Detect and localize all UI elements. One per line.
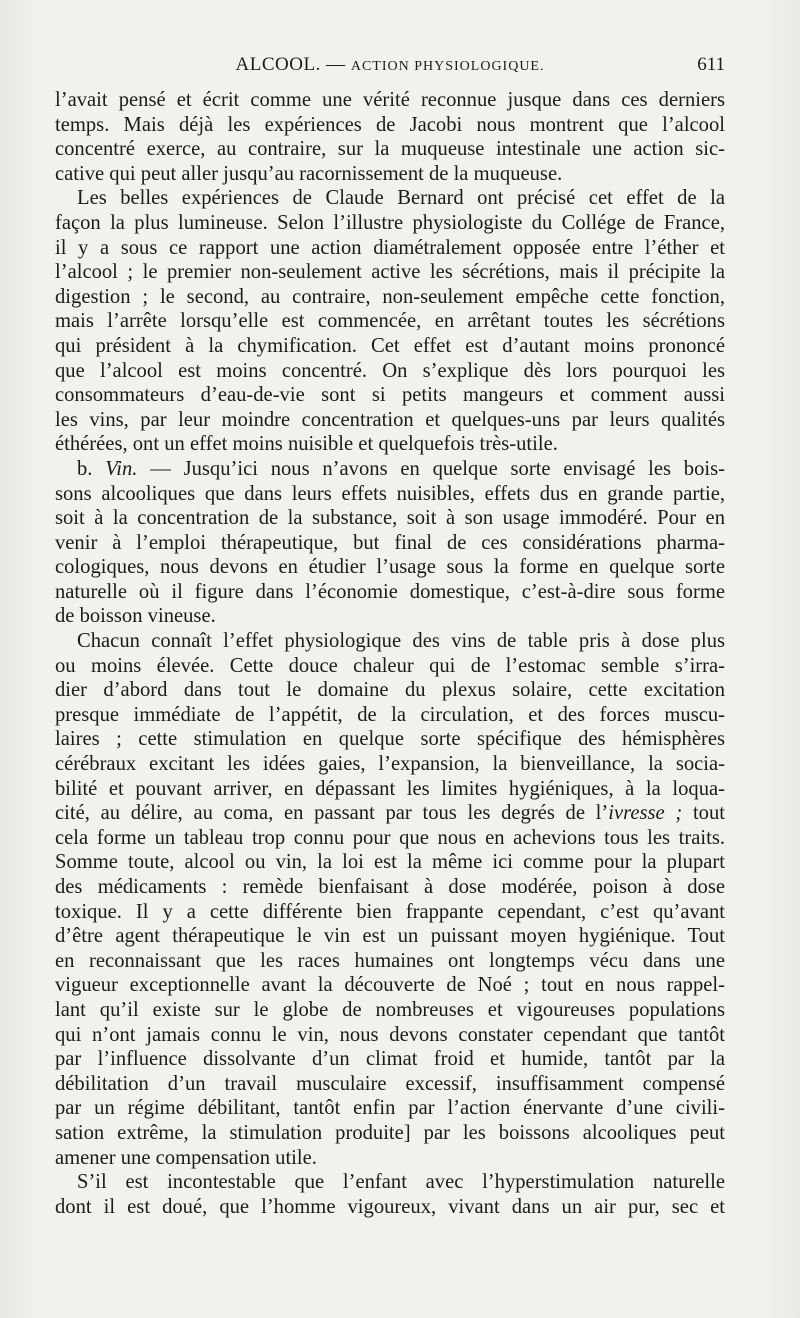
text-line: vigueur exceptionnelle avant la découverte de Noé ; tout en nous rappel-	[55, 974, 725, 997]
vin-prefix: b.	[77, 457, 106, 480]
text-line: cérébraux excitant les idées gaies, l’expansion, la bienveillance, la socia-	[55, 753, 725, 776]
ivresse-after: tout	[682, 802, 725, 825]
text-line: par un régime débilitant, tantôt enfin par l’action énervante d’une civili-	[55, 1097, 725, 1120]
text-line: des médicaments : remède bienfaisant à dose modérée, poison à dose	[55, 876, 725, 898]
running-title	[55, 54, 725, 76]
running-title-smallcaps: ACTION PHYSIOLOGIQUE.	[350, 59, 545, 74]
text-line: débilitation d’un travail musculaire excessif, insuffisamment compensé	[55, 1072, 725, 1095]
text-line: amener une compensation utile.	[55, 1146, 317, 1169]
text-line: bilité et pouvant arriver, en dépassant les limites hygiéniques, à la loqua-	[55, 777, 725, 800]
text-line: cative qui peut aller jusqu’au racornissement de la muqueuse.	[55, 162, 563, 185]
text-line: éthérées, ont un effet moins nuisible et quelquefois très-utile.	[55, 433, 558, 456]
text-line: façon la plus lumineuse. Selon l’illustre physiologiste du Collége de France,	[55, 211, 725, 234]
text-line: l’alcool ; le premier non-seulement active les sécrétions, mais il précipite la	[55, 261, 725, 284]
text-line: Somme toute, alcool ou vin, la loi est la même ici comme pour la plupart	[55, 851, 725, 874]
running-header	[55, 54, 725, 80]
text-line: toxique. Il y a cette différente bien frappante cependant, c’est qu’avant	[55, 900, 725, 923]
text-line: Chacun connaît l’effet physiologique des vins de table pris à dose plus	[77, 630, 725, 653]
text-line: dier d’abord dans tout le domaine du plexus solaire, cette excitation	[55, 679, 725, 702]
text-line: en reconnaissant que les races humaines ont longtemps vécu dans une	[55, 949, 725, 972]
text-line: presque immédiate de l’appétit, de la circulation, et des forces muscu-	[55, 703, 725, 726]
text-line: que l’alcool est moins concentré. On s’explique dès lors pourquoi les	[55, 359, 725, 382]
text-line: digestion ; le second, au contraire, non-seulement empêche cette fonction,	[55, 285, 725, 308]
page-number: 611	[697, 54, 725, 75]
text-line: de boisson vineuse.	[55, 605, 216, 628]
text-line: lant qu’il existe sur le globe de nombreuses et vigoureuses populations	[55, 998, 725, 1021]
text-line: naturelle où il figure dans l’économie domestique, c’est-à-dire sous forme	[55, 580, 725, 603]
text-line: sons alcooliques que dans leurs effets nuisibles, effets dus en grande partie,	[55, 482, 725, 505]
running-title-main: ALCOOL. —	[235, 54, 346, 75]
text-line: d’être agent thérapeutique le vin est un puissant moyen hygiénique. Tout	[55, 925, 725, 948]
text-line: l’avait pensé et écrit comme une vérité reconnue jusque dans ces derniers	[55, 89, 725, 111]
text-line: il y a sous ce rapport une action diamétralement opposée entre l’éther et	[55, 236, 725, 259]
body-text	[55, 88, 725, 1219]
text-line: consommateurs d’eau-de-vie sont si petits mangeurs et comment aussi	[55, 384, 725, 407]
vin-rest: — Jusqu’ici nous n’avons en quelque sorte envisagé les bois-	[137, 457, 725, 480]
text-line-ivresse	[55, 801, 725, 826]
vin-label: Vin.	[105, 457, 138, 480]
text-line: par l’influence dissolvante d’un climat froid et humide, tantôt par la	[55, 1048, 725, 1071]
text-line: laires ; cette stimulation en quelque sorte spécifique des hémisphères	[55, 728, 725, 751]
text-line: concentré exerce, au contraire, sur la muqueuse intestinale une action sic-	[55, 138, 725, 161]
ivresse-word: ivresse ;	[608, 802, 683, 825]
text-line: dont il est doué, que l’homme vigoureux, vivant dans un air pur, sec et	[55, 1195, 725, 1218]
text-line: mais l’arrête lorsqu’elle est commencée, en arrêtant toutes les sécrétions	[55, 310, 725, 333]
ivresse-before: cité, au délire, au coma, en passant par tous les degrés de l’	[55, 802, 609, 825]
text-line: ou moins élevée. Cette douce chaleur qui de l’estomac semble s’irra-	[55, 654, 725, 677]
text-line: soit à la concentration de la substance, soit à son usage immodéré. Pour en	[55, 507, 725, 530]
text-line: temps. Mais déjà les expériences de Jacobi nous montrent que l’alcool	[55, 113, 725, 136]
text-line: cologiques, nous devons en étudier l’usage sous la forme en quelque sorte	[55, 556, 725, 579]
text-line-vin	[55, 457, 725, 482]
text-line: cela forme un tableau trop connu pour que nous en achevions tous les traits.	[55, 826, 725, 849]
text-line: S’il est incontestable que l’enfant avec l’hyperstimulation naturelle	[77, 1171, 725, 1194]
text-line: qui n’ont jamais connu le vin, nous devons constater cependant que tantôt	[55, 1023, 725, 1046]
text-line: venir à l’emploi thérapeutique, but final de ces considérations pharma-	[55, 531, 725, 554]
text-line: les vins, par leur moindre concentration et quelques-uns par leurs qualités	[55, 408, 725, 431]
text-line: qui président à la chymification. Cet effet est d’autant moins prononcé	[55, 334, 725, 357]
text-line: Les belles expériences de Claude Bernard ont précisé cet effet de la	[77, 187, 725, 210]
text-line: sation extrême, la stimulation produite] par les boissons alcooliques peut	[55, 1121, 725, 1144]
